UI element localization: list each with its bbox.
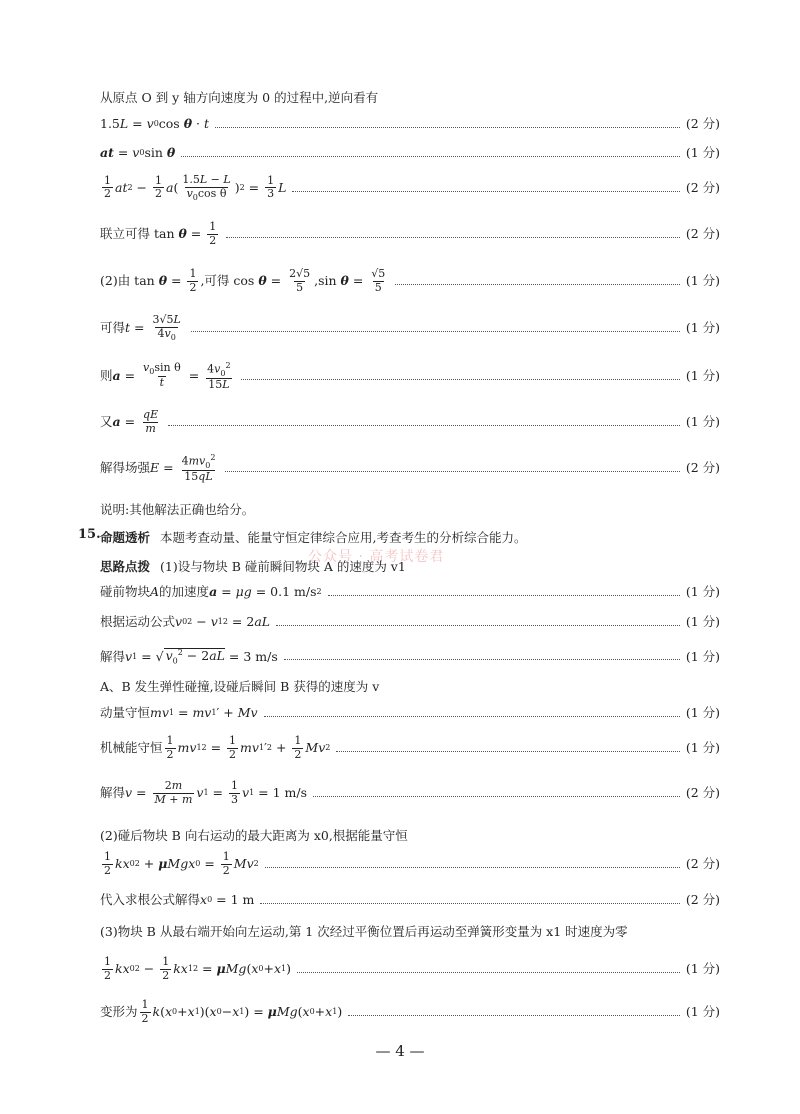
score: (2 分) — [685, 892, 720, 907]
equation-row — [100, 407, 720, 437]
equation-row — [100, 453, 720, 483]
score: (1 分) — [685, 367, 720, 383]
leader-dots — [226, 237, 680, 238]
leader-dots — [264, 716, 680, 717]
leader-dots — [292, 191, 679, 192]
equation: 动量守恒 mv 1 = mv 1 ′ + Mv — [100, 705, 258, 720]
equation: 联立可得 tan θ = $\frac{1}{2}$ — [100, 219, 217, 247]
equation-row — [100, 954, 720, 984]
leader-dots — [168, 425, 680, 426]
equation-row — [100, 707, 720, 720]
equation: at = v 0 sin θ — [100, 145, 176, 160]
equation-row — [100, 849, 720, 879]
leader-dots — [276, 625, 680, 626]
equation-row — [100, 220, 720, 248]
leader-dots — [336, 751, 679, 752]
equation-row — [100, 313, 720, 343]
equation: 解得 v 1 = √ $v_0^2 - 2aL$ = 3 m/s — [100, 648, 278, 666]
equation-row — [100, 778, 720, 808]
equation: 根据运动公式 v 0 2 − v 1 2 = 2 aL — [100, 614, 271, 629]
page-number: — 4 — — [375, 1042, 425, 1060]
leader-dots — [260, 903, 679, 904]
equation: $\frac{1}{2}$ kx 0 2 + μ Mgx 0 = $\frac{1}{2}$ Mv 2 — [104, 849, 259, 877]
hint-tag: 思路点拨 — [100, 559, 151, 574]
leader-dots — [284, 659, 680, 660]
score: (2 分) — [685, 179, 720, 195]
equation-row — [100, 894, 720, 907]
leader-dots — [215, 127, 680, 128]
equation: 解得 v = $\frac{2m}{M + m}$ v 1 = $\frac{1}{3}$ v 1 = 1 m/s — [100, 778, 307, 806]
equation: 变形为 $\frac{1}{2}$ k ( x 0 + x 1 )( x 0 − x 1 ) = μ Mg ( x 0 + x 1 ) — [100, 997, 343, 1025]
equation: $\frac{1}{2}$ kx 0 2 − $\frac{1}{2}$ kx 1 2 = μ Mg ( x 0 + x 1 ) — [104, 954, 292, 982]
hint-text: (1)设与物块 B 碰前瞬间物块 A 的速度为 v1 — [160, 559, 406, 574]
equation: (2)由 tan θ = $\frac{1}{2}$ ,可得 cos θ = $\frac{2√5}{5}$ ,sin θ = $\frac{√5}{5}$ — [100, 266, 386, 294]
score: (2 分) — [685, 459, 720, 475]
equation-row — [100, 648, 720, 666]
score: (1 分) — [685, 584, 720, 599]
score: (2 分) — [685, 855, 720, 871]
paragraph-text: (3)物块 B 从最右端开始向左运动,第 1 次经过平衡位置后再运动至弹簧形变量为 x1 时速度为零 — [100, 924, 628, 939]
score: (1 分) — [685, 614, 720, 629]
equation-row — [100, 266, 720, 296]
score: (1 分) — [685, 739, 720, 755]
equation: 解得场强 E = $\frac{4mv_0^2}{15qL}$ — [100, 452, 216, 483]
intro-text: 从原点 O 到 y 轴方向速度为 0 的过程中,逆向看有 — [100, 90, 379, 105]
leader-dots — [241, 379, 680, 380]
equation: 可得 t = $\frac{3√5L}{4v_0}$ — [100, 312, 181, 342]
leader-dots — [265, 867, 680, 868]
equation: 机械能守恒 $\frac{1}{2}$ mv 1 2 = $\frac{1}{2}$ mv 1 ′ 2 + $\frac{1}{2}$ Mv 2 — [100, 733, 331, 761]
analysis-tag: 命题透析 — [100, 530, 151, 545]
score: (1 分) — [685, 1003, 720, 1019]
leader-dots — [348, 1015, 680, 1016]
equation: $\frac{1}{2}$ at 2 − $\frac{1}{2}$ a ( $\frac{1.5L - L}{v_0\cos \theta}$ ) 2 = $\frac{1}{3}$ L — [104, 172, 287, 202]
equation-row — [100, 147, 720, 160]
score: (1 分) — [685, 648, 720, 664]
score: (1 分) — [685, 319, 720, 335]
paragraph-text: A、B 发生弹性碰撞,设碰后瞬间 B 获得的速度为 v — [100, 679, 380, 694]
equation-row — [100, 997, 720, 1027]
score: (1 分) — [685, 960, 720, 976]
equation: 又 a = $\frac{qE}{m}$ — [100, 407, 159, 435]
hint-line — [100, 557, 406, 575]
question-analysis — [100, 528, 527, 546]
score: (1 分) — [685, 413, 720, 429]
leader-dots — [313, 796, 680, 797]
equation-row — [100, 616, 720, 629]
equation: 则 a = $\frac{v_0\sin \theta}{t}$ = $\frac{4v_0^2}{15L}$ — [100, 360, 231, 391]
equation-row — [100, 118, 720, 131]
equation-row — [100, 733, 720, 763]
score: (1 分) — [685, 705, 720, 720]
watermark: 公众号 · 高考试卷君 — [308, 549, 445, 565]
paragraph-text: (2)碰后物块 B 向右运动的最大距离为 x0,根据能量守恒 — [100, 828, 408, 843]
note-text: 说明:其他解法正确也给分。 — [100, 502, 255, 517]
equation-row — [100, 586, 720, 599]
score: (1 分) — [685, 272, 720, 288]
question-number: 15. — [78, 527, 101, 542]
leader-dots — [225, 471, 679, 472]
equation-row — [100, 173, 720, 203]
equation: 碰前物块 A 的加速度 a = μg = 0.1 m/s 2 — [100, 584, 322, 599]
score: (2 分) — [685, 116, 720, 131]
leader-dots — [328, 595, 680, 596]
equation: 1.5 L = v 0 cos θ · t — [100, 116, 209, 131]
leader-dots — [191, 331, 680, 332]
score: (1 分) — [685, 145, 720, 160]
score: (2 分) — [685, 784, 720, 800]
leader-dots — [181, 156, 680, 157]
leader-dots — [297, 972, 680, 973]
leader-dots — [395, 284, 680, 285]
score: (2 分) — [685, 225, 720, 241]
equation: 代入求根公式解得 x 0 = 1 m — [100, 892, 255, 907]
equation-row — [100, 361, 720, 391]
analysis-text: 本题考查动量、能量守恒定律综合应用,考查考生的分析综合能力。 — [160, 530, 527, 545]
